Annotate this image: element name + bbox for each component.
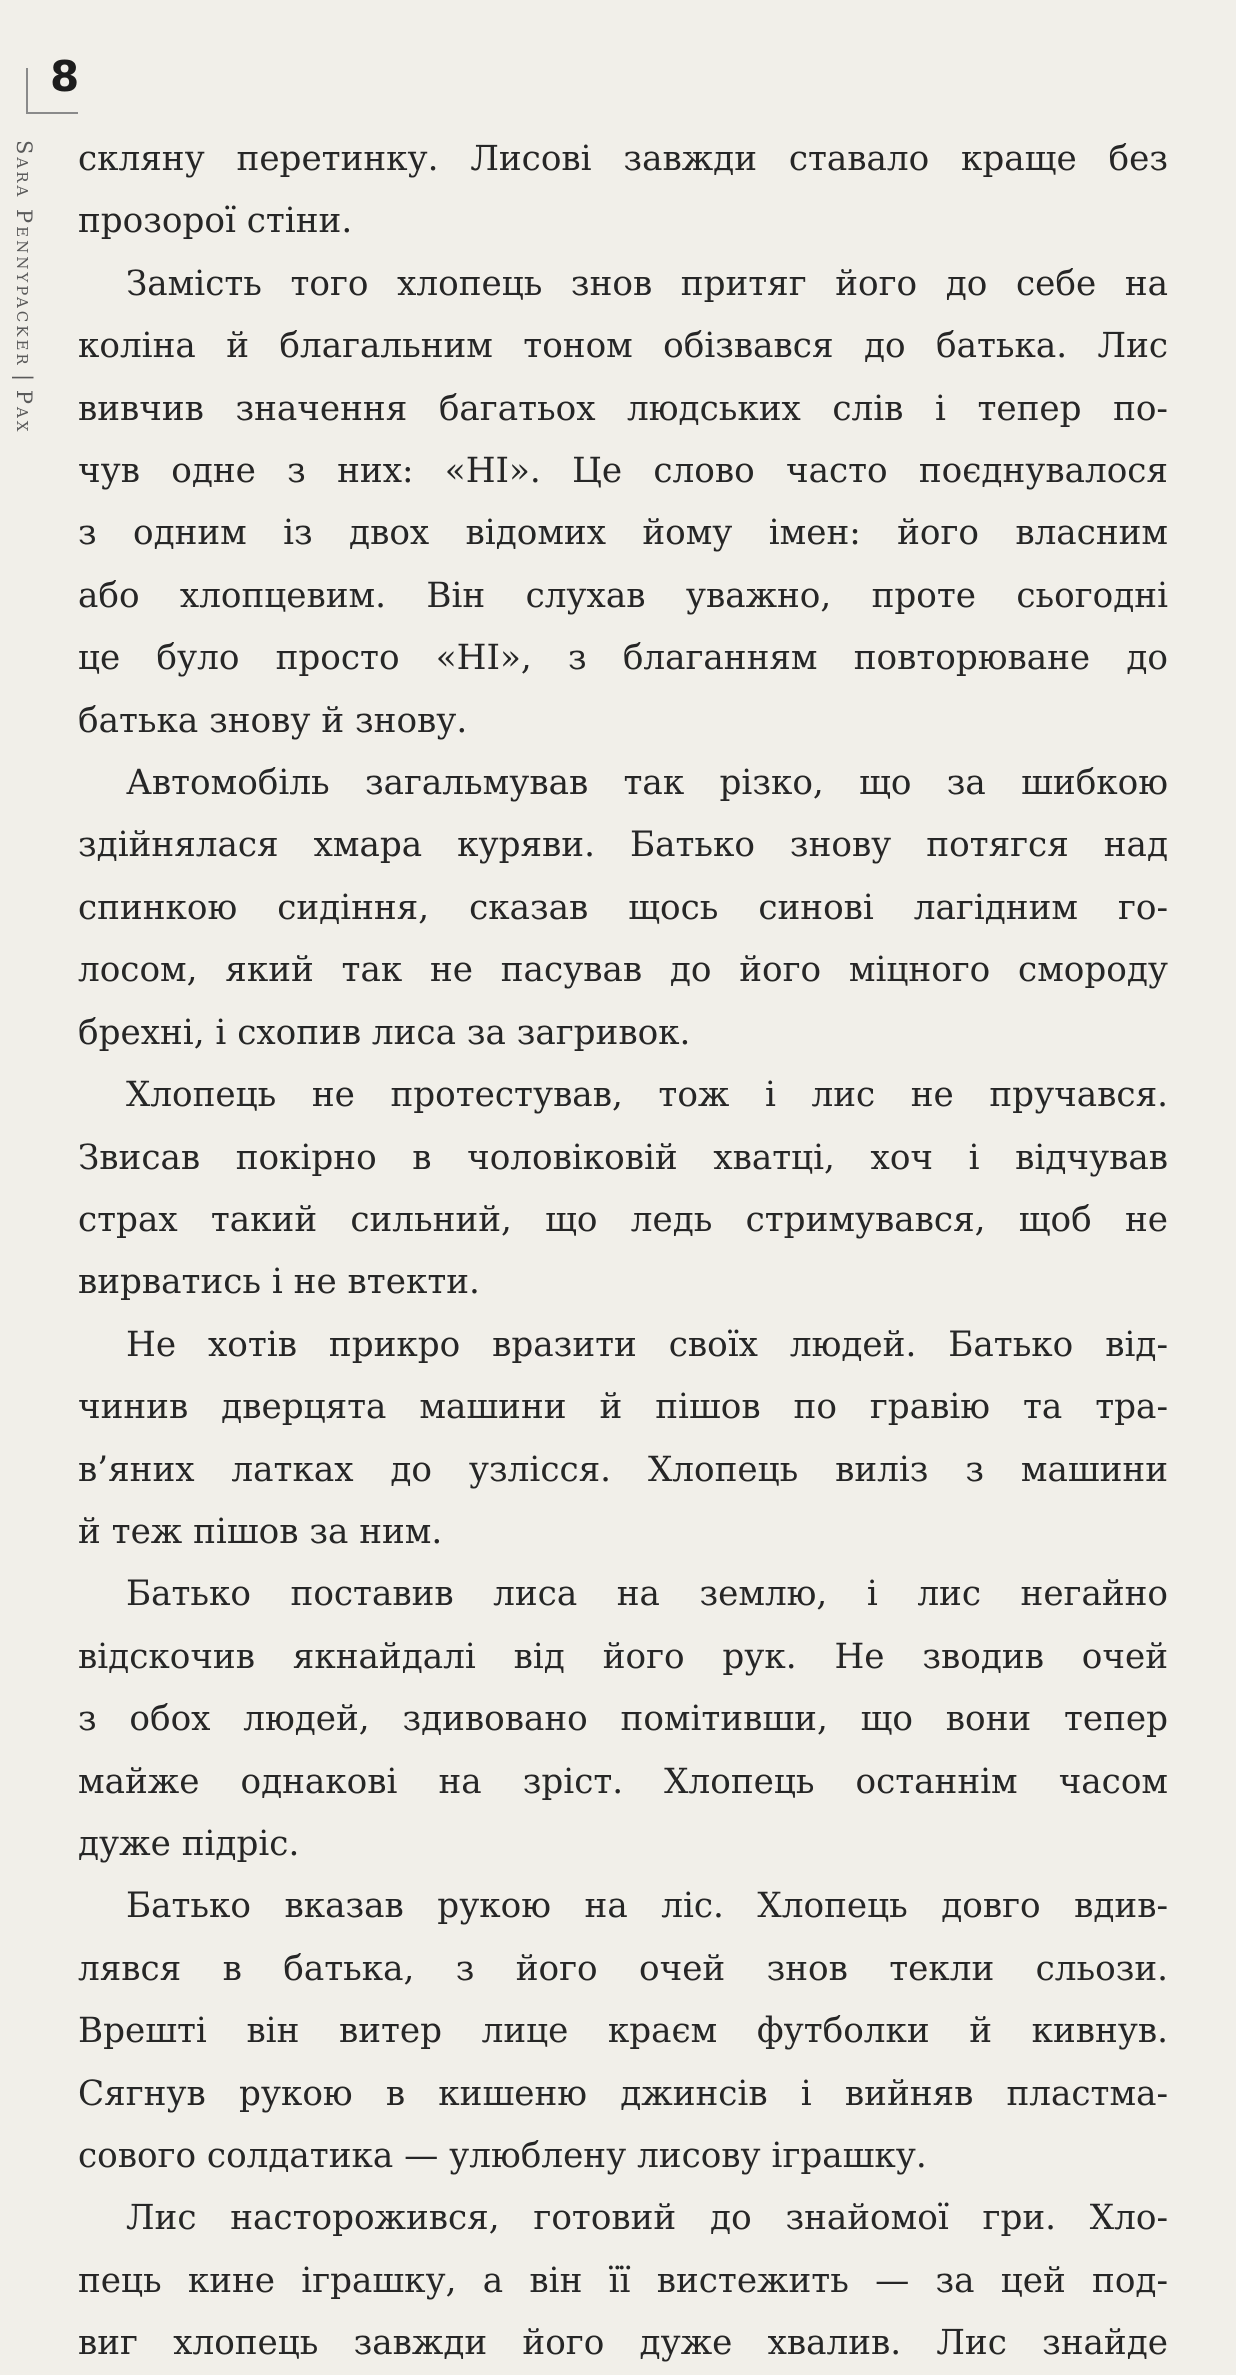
text-line: лявся в батька, з його очей знов текли сльози. bbox=[78, 1948, 1168, 1989]
running-head bbox=[2, 140, 50, 500]
text-line: чинив дверцята машини й пішов по гравію та тра- bbox=[78, 1387, 1168, 1428]
text-line: Лис насторожився, готовий до знайомої гри. Хло- bbox=[126, 2198, 1168, 2239]
text-line: скляну перетинку. Лисові завжди ставало краще без bbox=[78, 139, 1168, 179]
paragraph bbox=[78, 1314, 1168, 1564]
text-line: майже однакові на зріст. Хлопець останнім часом bbox=[78, 1761, 1168, 1802]
text-line: дуже підріс. bbox=[78, 1823, 300, 1864]
paragraph bbox=[78, 1563, 1168, 1875]
text-line: Сягнув рукою в кишеню джинсів і вийняв пластма- bbox=[78, 2073, 1168, 2114]
text-line: спинкою сидіння, сказав щось синові лагідним го- bbox=[78, 887, 1168, 928]
page-number: 8 bbox=[50, 52, 80, 101]
paragraph bbox=[78, 752, 1168, 1064]
text-line: вирватись і не втекти. bbox=[78, 1262, 480, 1303]
text-line: відскочив якнайдалі від його рук. Не зводив очей bbox=[78, 1636, 1168, 1677]
text-line: Батько поставив лиса на землю, і лис негайно bbox=[126, 1574, 1168, 1615]
text-line: Батько вказав рукою на ліс. Хлопець довго вдив- bbox=[126, 1886, 1168, 1927]
text-line: Не хотів прикро вразити своїх людей. Батько від- bbox=[126, 1324, 1168, 1365]
text-line: з обох людей, здивовано помітивши, що вони тепер bbox=[78, 1699, 1168, 1740]
running-head-author: Sara Pennypacker bbox=[12, 140, 36, 368]
text-line: виг хлопець завжди його дуже хвалив. Лис знайде bbox=[78, 2323, 1168, 2364]
text-line: або хлопцевим. Він слухав уважно, проте сьогодні bbox=[78, 575, 1168, 616]
text-line: пець кине іграшку, а він її вистежить — за цей под- bbox=[78, 2260, 1168, 2301]
corner-rule-horizontal bbox=[26, 112, 78, 114]
text-line: це було просто «НІ», з благанням повторюване до bbox=[78, 638, 1168, 679]
text-line: Хлопець не протестував, тож і лис не пручався. bbox=[126, 1075, 1168, 1116]
text-line: Замість того хлопець знов притяг його до себе на bbox=[126, 263, 1168, 304]
text-line: Автомобіль загальмував так різко, що за шибкою bbox=[126, 763, 1168, 804]
text-line: коліна й благальним тоном обізвався до батька. Лис bbox=[78, 326, 1168, 367]
paragraph bbox=[78, 1064, 1168, 1314]
running-head-text bbox=[12, 140, 36, 434]
text-line: й теж пішов за ним. bbox=[78, 1511, 443, 1552]
text-line: з одним із двох відомих йому імен: його власним bbox=[78, 513, 1168, 554]
body-text bbox=[78, 128, 1168, 2375]
corner-rule-vertical bbox=[26, 68, 28, 114]
text-line: сового солдатика — улюблену лисову іграшку. bbox=[78, 2136, 927, 2176]
paragraph bbox=[78, 128, 1168, 253]
paragraph bbox=[78, 2187, 1168, 2374]
paragraph bbox=[78, 1875, 1168, 2187]
running-head-separator: | bbox=[12, 373, 36, 384]
text-line: страх такий сильний, що ледь стримувався, щоб не bbox=[78, 1199, 1168, 1240]
text-line: чув одне з них: «НІ». Це слово часто поєднувалося bbox=[78, 451, 1168, 492]
text-line: брехні, і схопив лиса за загривок. bbox=[78, 1012, 691, 1053]
running-head-title: Pax bbox=[12, 389, 36, 435]
text-line: Звисав покірно в чоловіковій хватці, хоч і відчував bbox=[78, 1137, 1168, 1178]
text-line: вивчив значення багатьох людських слів і тепер по- bbox=[78, 388, 1168, 429]
text-line: в’яних латках до узлісся. Хлопець виліз з машини bbox=[78, 1449, 1168, 1490]
text-line: прозорої стіни. bbox=[78, 201, 353, 242]
text-line: Врешті він витер лице краєм футболки й кивнув. bbox=[78, 2011, 1168, 2052]
paragraph bbox=[78, 253, 1168, 752]
text-line: лосом, який так не пасував до його міцного смороду bbox=[78, 950, 1168, 991]
text-line: здійнялася хмара куряви. Батько знову потягся над bbox=[78, 825, 1168, 866]
text-line: батька знову й знову. bbox=[78, 700, 468, 741]
